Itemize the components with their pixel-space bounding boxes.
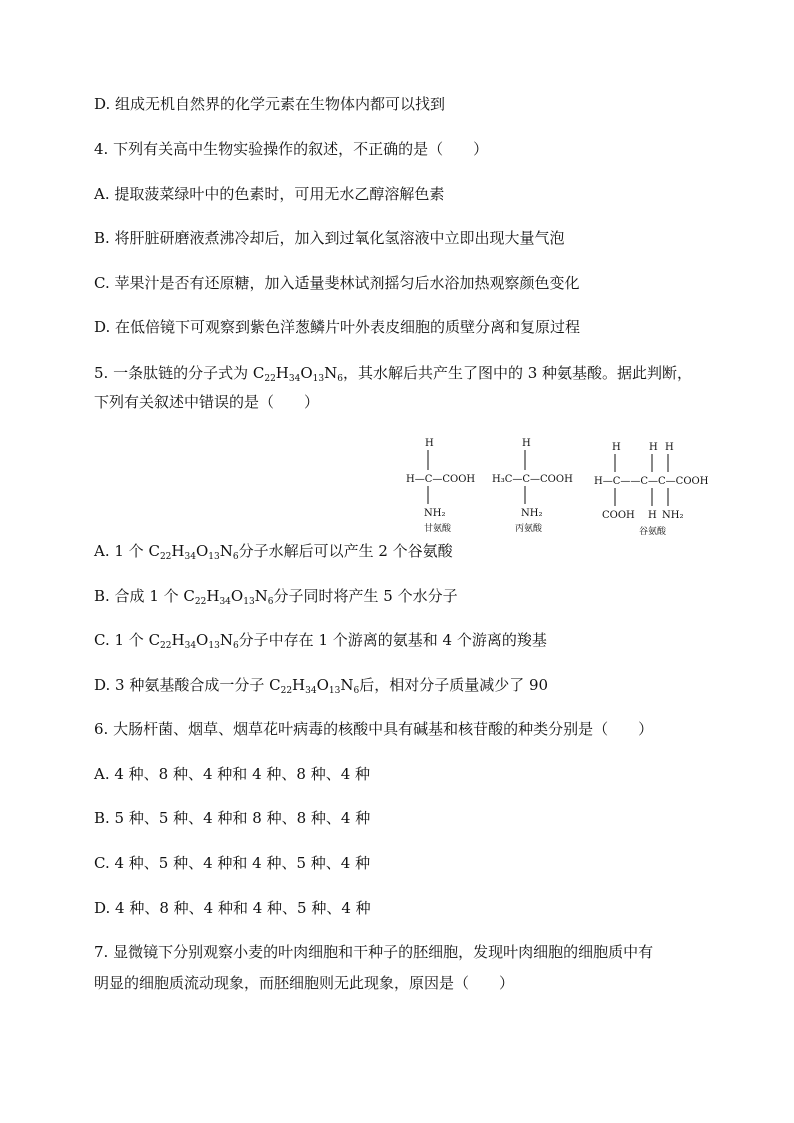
glutamate-structure	[594, 442, 709, 537]
q5-stem-line1: 5. 一条肽链的分子式为 $C_{22}H_{34}O_{13}N_6$，其水解后共产生了图中的 3 种氨基酸。据此判断，	[94, 364, 693, 384]
q6-stem: 6. 大肠杆菌、烟草、烟草花叶病毒的核酸中具有碱基和核苷酸的种类分别是（ ）	[94, 720, 654, 738]
q5-option-d: D. 3 种氨基酸合成一分子 $C_{22}H_{34}O_{13}N_6$后，相对分子质量减少了 90	[94, 676, 549, 696]
molecular-formula: $C_{22}H_{34}O_{13}N_6$	[252, 364, 343, 384]
q4-stem: 4. 下列有关高中生物实验操作的叙述，不正确的是（ ）	[94, 140, 489, 158]
svg-text:丙氨酸: 丙氨酸	[515, 524, 543, 534]
svg-text:H: H	[665, 442, 674, 453]
svg-text:H: H	[612, 442, 621, 453]
glycine-structure	[406, 438, 475, 534]
q6-option-a: A. 4 种、8 种、4 种和 4 种、8 种、4 种	[94, 765, 371, 783]
svg-text:COOH: COOH	[602, 510, 635, 521]
amino-acid-structures-figure	[394, 432, 714, 542]
svg-text:NH₂: NH₂	[424, 508, 446, 519]
svg-text:谷氨酸: 谷氨酸	[639, 527, 667, 537]
svg-text:H₃C—C—COOH: H₃C—C—COOH	[492, 474, 573, 485]
svg-text:NH₂: NH₂	[521, 508, 543, 519]
q5-option-a: A. 1 个 $C_{22}H_{34}O_{13}N_6$分子水解后可以产生 2 个谷氨酸	[94, 542, 453, 562]
svg-text:甘氨酸: 甘氨酸	[424, 524, 452, 534]
svg-text:H: H	[425, 438, 434, 449]
q4-option-c: C. 苹果汁是否有还原糖，加入适量斐林试剂摇匀后水浴加热观察颜色变化	[94, 274, 580, 292]
q3-option-d: D. 组成无机自然界的化学元素在生物体内都可以找到	[94, 95, 446, 113]
alanine-structure	[492, 438, 573, 534]
q4-option-d: D. 在低倍镜下可观察到紫色洋葱鳞片叶外表皮细胞的质壁分离和复原过程	[94, 318, 581, 336]
svg-text:NH₂: NH₂	[662, 510, 684, 521]
q5-option-b: B. 合成 1 个 $C_{22}H_{34}O_{13}N_6$分子同时将产生 5 个水分子	[94, 587, 458, 607]
svg-text:H: H	[649, 442, 658, 453]
q5-option-c: C. 1 个 $C_{22}H_{34}O_{13}N_6$分子中存在 1 个游离的氨基和 4 个游离的羧基	[94, 631, 547, 651]
q6-option-b: B. 5 种、5 种、4 种和 8 种、8 种、4 种	[94, 809, 371, 827]
q6-option-c: C. 4 种、5 种、4 种和 4 种、5 种、4 种	[94, 854, 371, 872]
svg-text:H: H	[648, 510, 657, 521]
q6-option-d: D. 4 种、8 种、4 种和 4 种、5 种、4 种	[94, 899, 371, 917]
q7-stem-line1: 7. 显微镜下分别观察小麦的叶肉细胞和干种子的胚细胞，发现叶肉细胞的细胞质中有	[94, 943, 654, 961]
svg-text:H—C——C—C—COOH: H—C——C—C—COOH	[594, 476, 709, 487]
q7-stem-line2: 明显的细胞质流动现象，而胚细胞则无此现象，原因是（ ）	[94, 974, 515, 992]
svg-text:H—C—COOH: H—C—COOH	[406, 474, 476, 485]
q4-option-b: B. 将肝脏研磨液煮沸冷却后，加入到过氧化氢溶液中立即出现大量气泡	[94, 229, 565, 247]
q4-option-a: A. 提取菠菜绿叶中的色素时，可用无水乙醇溶解色素	[94, 185, 445, 203]
q5-stem-line2: 下列有关叙述中错误的是（ ）	[94, 393, 320, 411]
svg-text:H: H	[522, 438, 531, 449]
